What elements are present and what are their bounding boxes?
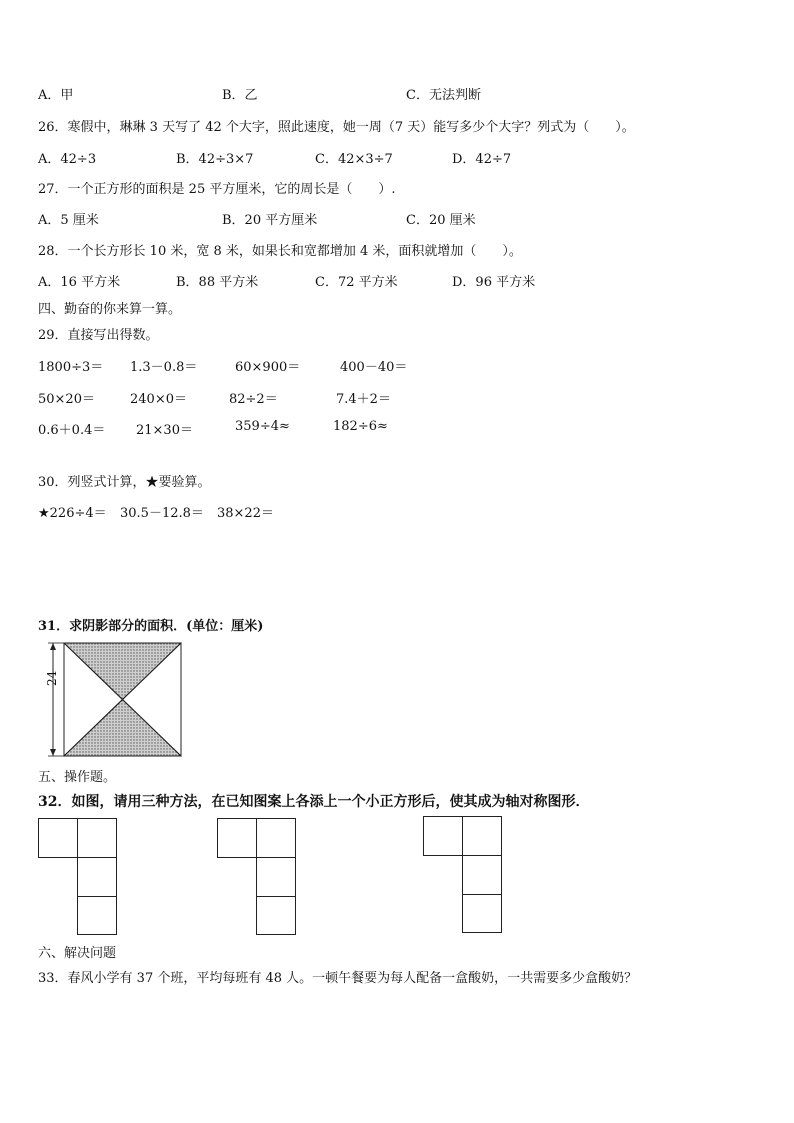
q26-text: 26．寒假中，琳琳 3 天写了 42 个大字，照此速度，她一周（7 天）能写多少个大字？列式为（ ）。 <box>38 120 635 135</box>
q29-r2-c2: 240×0＝ <box>130 392 187 407</box>
q28-option-c: C．72 平方米 <box>315 275 398 290</box>
q31-dimension-label: 24 <box>45 670 59 686</box>
q29-r2-c3: 82÷2＝ <box>229 392 278 407</box>
q29-text: 29．直接写出得数。 <box>38 328 159 343</box>
q29-r3-c4: 182÷6≈ <box>333 419 388 434</box>
q29-r1-c4: 400－40＝ <box>340 360 408 375</box>
q26-option-a: A．42÷3 <box>38 152 97 167</box>
q27-option-a: A．5 厘米 <box>38 213 99 228</box>
q30-item-1: ★226÷4＝ <box>38 506 107 521</box>
q32-figure-2 <box>217 818 297 936</box>
q29-r1-c3: 60×900＝ <box>235 360 301 375</box>
q32-figure-3 <box>423 816 503 934</box>
q30-item-2: 30.5－12.8＝ <box>120 506 204 521</box>
q26-option-b: B．42÷3×7 <box>176 152 254 167</box>
q29-r1-c2: 1.3－0.8＝ <box>130 360 198 375</box>
q25-option-a: A．甲 <box>38 88 74 103</box>
q29-r3-c2: 21×30＝ <box>136 423 193 438</box>
q32-text: 32．如图，请用三种方法，在已知图案上各添上一个小正方形后，使其成为轴对称图形． <box>38 794 590 810</box>
q25-option-b: B．乙 <box>222 88 258 103</box>
section-6-heading: 六、解决问题 <box>38 946 117 961</box>
q25-option-c: C．无法判断 <box>406 88 481 103</box>
q27-option-c: C．20 厘米 <box>406 213 476 228</box>
q31-shaded-figure <box>40 640 185 760</box>
q29-r3-c1: 0.6＋0.4＝ <box>38 423 106 438</box>
q31-text: 31．求阴影部分的面积．(单位：厘米) <box>38 619 264 634</box>
q28-option-d: D．96 平方米 <box>452 275 536 290</box>
section-5-heading: 五、操作题。 <box>38 770 117 785</box>
section-4-heading: 四、勤奋的你来算一算。 <box>38 302 182 317</box>
q29-r1-c1: 1800÷3＝ <box>38 360 104 375</box>
q29-r2-c1: 50×20＝ <box>38 392 95 407</box>
q28-text: 28．一个长方形长 10 米，宽 8 米，如果长和宽都增加 4 米，面积就增加（ ）。 <box>38 244 522 259</box>
q29-r3-c3: 359÷4≈ <box>235 419 290 434</box>
q30-item-3: 38×22＝ <box>217 506 274 521</box>
q30-text: 30．列竖式计算，★要验算。 <box>38 475 211 490</box>
q28-option-a: A．16 平方米 <box>38 275 121 290</box>
q27-text: 27．一个正方形的面积是 25 平方厘米，它的周长是（ ）. <box>38 182 396 197</box>
q33-text: 33．春风小学有 37 个班，平均每班有 48 人。一顿午餐要为每人配备一盒酸奶，一共需要多少盒酸奶？ <box>38 971 638 986</box>
q27-option-b: B．20 平方厘米 <box>222 213 318 228</box>
q26-option-c: C．42×3÷7 <box>315 152 393 167</box>
q29-r2-c4: 7.4＋2＝ <box>336 392 391 407</box>
q32-figure-1 <box>38 818 118 936</box>
q28-option-b: B．88 平方米 <box>176 275 259 290</box>
q26-option-d: D．42÷7 <box>452 152 512 167</box>
